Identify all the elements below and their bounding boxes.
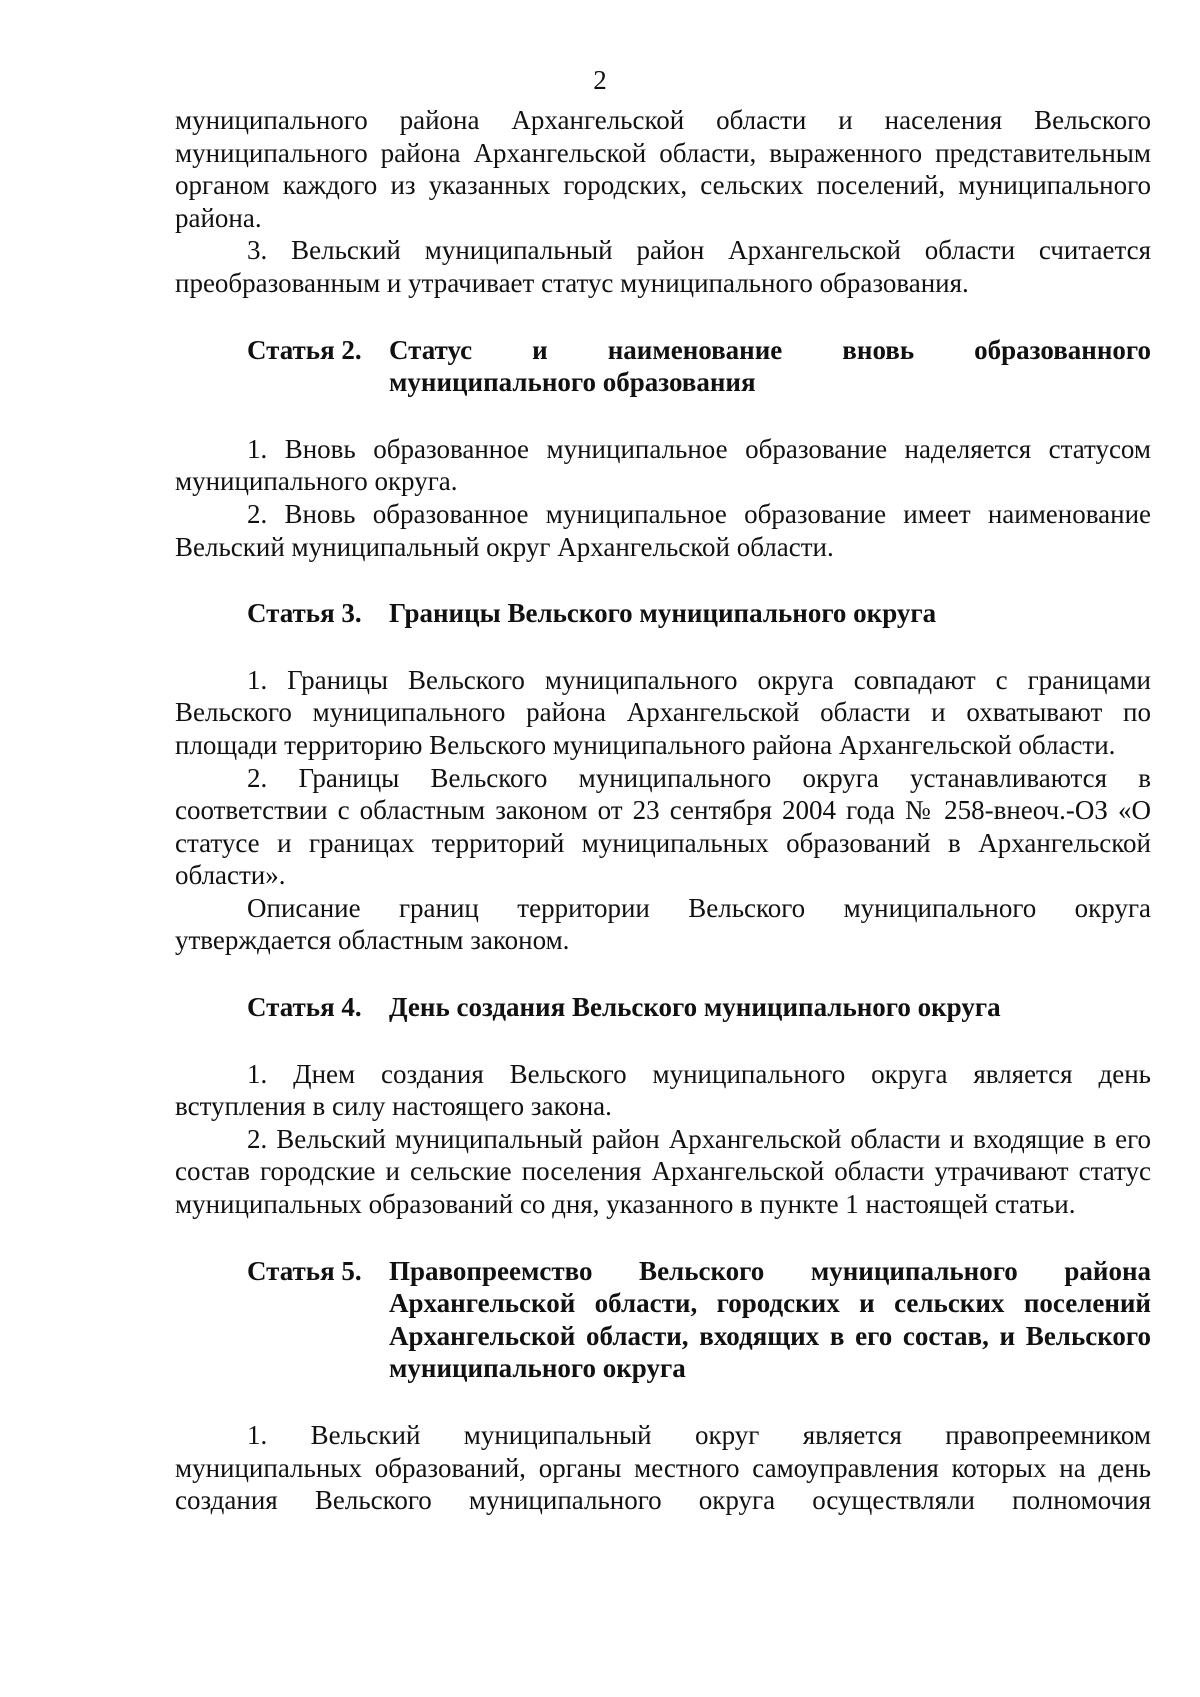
article-paragraph: 2. Границы Вельского муниципального округа устанавливаются в соответствии с областным законом от 23 сентября 2004 года № 258-внеоч.-ОЗ «О статусе и границах территорий муниципальных образований в Архангельской области». — [175, 762, 1151, 891]
intro-paragraph: 3. Вельский муниципальный район Архангельской области считается преобразованным и утрачивает статус муниципального образования. — [175, 235, 1151, 298]
article-number: Статья 4. — [247, 992, 362, 1023]
document-body — [175, 104, 1151, 1517]
article-paragraph: 2. Вельский муниципальный район Архангельской области и входящие в его состав городские и сельские поселения Архангельской области утрачивают статус муниципальных образований со дня, указанного в пункте 1 настоящей статьи. — [175, 1123, 1151, 1220]
article-title: Границы Вельского муниципального округа — [389, 598, 937, 629]
article-paragraph: 1. Днем создания Вельского муниципального округа является день вступления в силу настоящего закона. — [175, 1058, 1151, 1122]
article-number: Статья 2. — [247, 334, 362, 365]
article-number: Статья 5. — [247, 1255, 362, 1286]
article-heading-2 — [175, 334, 1151, 399]
article-title: Правопреемство Вельского муниципального района Архангельской области, городских и сельских поселений Архангельской области, входящих в его состав, и Вельского муниципального округа — [389, 1255, 1151, 1384]
article-paragraph: 1. Вельский муниципальный округ является правопреемником муниципальных образований, органы местного самоуправления которых на день создания Вельского муниципального округа осуществляли полномочия — [175, 1420, 1151, 1516]
page-number: 2 — [593, 65, 607, 95]
article-number: Статья 3. — [247, 598, 362, 629]
intro-paragraph: муниципального района Архангельской области и населения Вельского муниципального района Архангельской области, выраженного представительным органом каждого из указанных городских, сельских поселений, муниципального района. — [175, 105, 1151, 233]
article-paragraph: 2. Вновь образованное муниципальное образование имеет наименование Вельский муниципальный округ Архангельской области. — [175, 498, 1151, 562]
article-heading-3 — [175, 597, 1151, 630]
article-heading-5 — [175, 1255, 1151, 1385]
article-title: Статус и наименование вновь образованного муниципального образования — [389, 334, 1151, 398]
article-title: День создания Вельского муниципального округа — [389, 992, 1001, 1023]
article-heading-4 — [175, 991, 1151, 1024]
article-paragraph: 1. Вновь образованное муниципальное образование наделяется статусом муниципального округа. — [175, 433, 1151, 497]
article-paragraph: 1. Границы Вельского муниципального округа совпадают с границами Вельского муниципального района Архангельской области и охватывают по площади территорию Вельского муниципального района Архангельской области. — [175, 664, 1151, 760]
article-paragraph: Описание границ территории Вельского муниципального округа утверждается областным законом. — [175, 892, 1151, 956]
